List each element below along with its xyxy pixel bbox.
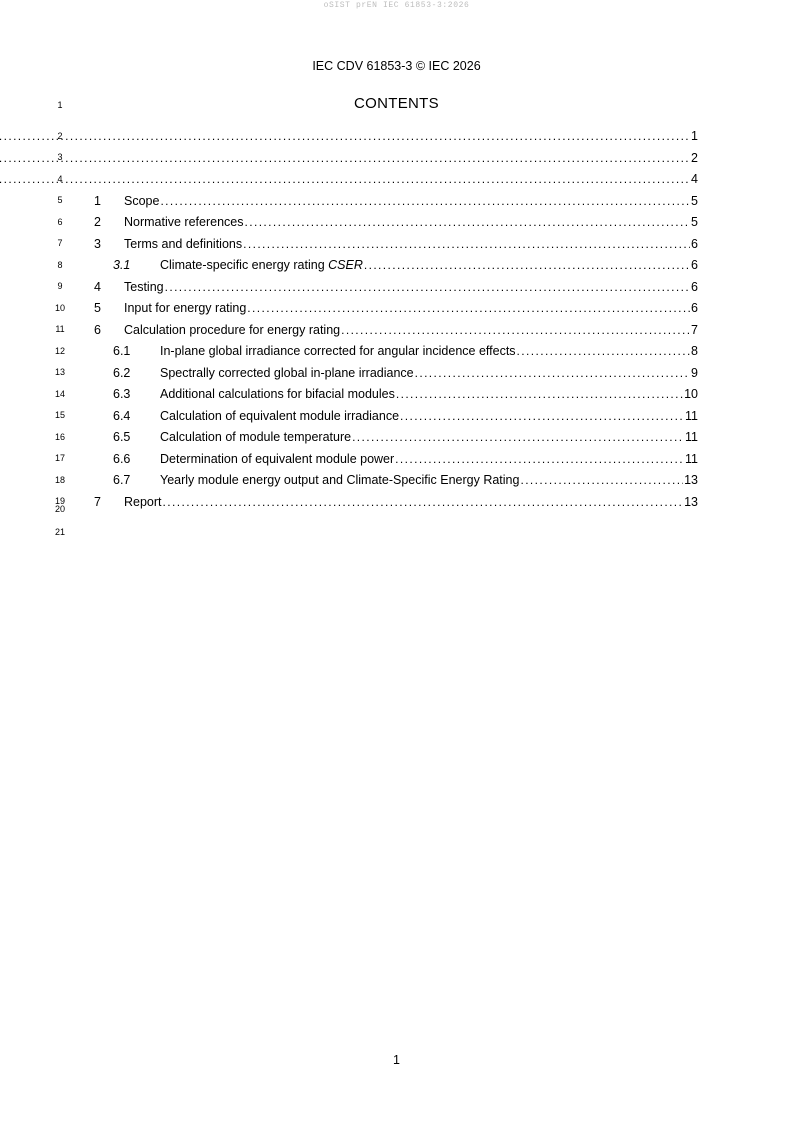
toc-entry-number: 3 <box>94 236 101 251</box>
toc-entry[interactable] <box>50 254 698 276</box>
toc-entry-content <box>94 492 698 512</box>
toc-entry-page: 4 <box>691 172 698 186</box>
toc-entry[interactable] <box>50 362 698 384</box>
toc-entry-content <box>94 320 698 340</box>
toc-entry[interactable] <box>50 491 698 513</box>
toc-dot-leader <box>517 341 691 361</box>
toc-entry[interactable] <box>50 297 698 319</box>
toc-dot-leader <box>0 126 690 146</box>
toc-entry-number: 4 <box>94 279 101 294</box>
toc-entry[interactable] <box>50 405 698 427</box>
toc-entry-page: 13 <box>684 494 698 509</box>
toc-entry-page: 8 <box>691 344 698 358</box>
toc-entry-title-wrap <box>124 320 340 340</box>
toc-entry-content <box>94 277 698 297</box>
toc-entry-title: In-plane global irradiance corrected for angular incidence effects <box>160 344 516 358</box>
toc-dot-leader <box>415 363 690 383</box>
line-number: 12 <box>54 345 65 356</box>
line-number: 3 <box>57 152 63 162</box>
line-number: 18 <box>54 474 65 485</box>
toc-entry-number: 6.5 <box>113 430 131 444</box>
toc-entry[interactable] <box>50 340 698 362</box>
toc-entry-content <box>113 384 698 404</box>
toc-entry-number: 6.7 <box>113 473 131 487</box>
table-of-contents <box>50 125 698 512</box>
line-number: 21 <box>54 527 65 537</box>
toc-entry-page: 11 <box>685 430 698 444</box>
toc-entry-content <box>113 341 698 361</box>
toc-entry-title-wrap <box>124 492 162 512</box>
toc-entry-title-wrap <box>124 277 164 297</box>
toc-entry[interactable] <box>50 319 698 341</box>
line-number: 8 <box>57 259 63 270</box>
toc-entry-title-wrap <box>160 341 516 361</box>
toc-entry[interactable] <box>50 383 698 405</box>
document-header: IEC CDV 61853-3 © IEC 2026 <box>312 59 481 73</box>
toc-entry-content <box>113 363 698 383</box>
toc-dot-leader <box>165 277 690 297</box>
toc-entry-content <box>113 406 698 426</box>
toc-entry-page: 1 <box>691 129 698 143</box>
toc-entry-content <box>94 212 698 232</box>
toc-entry-content <box>0 126 698 146</box>
toc-dot-leader <box>245 212 691 232</box>
toc-entry-title-wrap <box>160 427 351 447</box>
toc-entry-content <box>0 148 698 168</box>
line-number: 19 <box>54 496 65 506</box>
toc-entry-page: 5 <box>691 193 698 208</box>
toc-entry-title: Determination of equivalent module power <box>160 451 395 466</box>
toc-entry-number: 6.3 <box>113 387 131 401</box>
toc-entry[interactable] <box>50 147 698 169</box>
line-number: 1 <box>57 100 63 110</box>
line-number: 4 <box>57 173 63 184</box>
toc-entry-number: 5 <box>94 301 101 315</box>
toc-dot-leader <box>163 492 684 512</box>
toc-entry[interactable] <box>50 125 698 147</box>
toc-entry-title-wrap <box>160 470 519 490</box>
line-number: 10 <box>54 302 65 313</box>
line-number: 7 <box>57 238 63 248</box>
line-number: 2 <box>57 130 63 141</box>
toc-entry-title: Testing <box>124 279 164 294</box>
toc-entry-title-wrap <box>160 363 414 383</box>
toc-entry-page: 5 <box>691 215 698 229</box>
toc-dot-leader <box>0 148 690 168</box>
toc-dot-leader <box>160 191 690 211</box>
line-number: 13 <box>54 367 65 377</box>
toc-entry-page: 7 <box>691 322 698 337</box>
line-number: 16 <box>54 431 65 442</box>
toc-dot-leader <box>396 384 683 404</box>
toc-entry-number: 6.4 <box>113 408 131 423</box>
line-number: 20 <box>54 504 65 514</box>
toc-entry-content <box>94 191 698 211</box>
toc-dot-leader <box>247 298 690 318</box>
toc-entry-title: Additional calculations for bifacial modules <box>160 387 395 401</box>
toc-entry[interactable] <box>50 469 698 491</box>
toc-entry-number: 2 <box>94 215 101 229</box>
toc-entry[interactable] <box>50 276 698 298</box>
toc-entry-content <box>113 449 698 469</box>
toc-entry[interactable] <box>50 448 698 470</box>
toc-entry-number: 6.6 <box>113 451 131 466</box>
toc-entry-title: Calculation of equivalent module irradiance <box>160 408 400 423</box>
line-number: 11 <box>55 324 65 334</box>
toc-entry[interactable] <box>50 190 698 212</box>
line-number: 9 <box>57 281 63 291</box>
toc-entry-title-wrap <box>124 212 244 232</box>
toc-entry-title: Yearly module energy output and Climate-Specific Energy Rating <box>160 473 520 487</box>
toc-entry-title: Calculation of module temperature <box>160 430 352 444</box>
toc-entry-content <box>0 169 698 189</box>
line-number: 17 <box>54 453 65 463</box>
toc-entry-title: Calculation procedure for energy rating <box>124 322 341 337</box>
toc-entry-content <box>94 298 698 318</box>
toc-entry-title: Spectrally corrected global in-plane irradiance <box>160 365 414 380</box>
toc-entry-title: Report <box>124 494 162 509</box>
toc-dot-leader <box>243 234 690 254</box>
toc-dot-leader <box>341 320 690 340</box>
toc-entry-title-wrap <box>124 298 246 318</box>
toc-entry-number: 1 <box>94 193 101 208</box>
toc-entry-content <box>113 427 698 447</box>
toc-entry-page: 9 <box>691 365 698 380</box>
toc-entry-page: 6 <box>691 236 698 251</box>
toc-entry-number: 6 <box>94 322 101 337</box>
toc-entry-page: 13 <box>684 473 698 487</box>
toc-entry-number: 3.1 <box>113 258 131 272</box>
toc-entry-title-wrap <box>124 234 242 254</box>
contents-title: CONTENTS <box>354 95 439 112</box>
toc-entry-page: 11 <box>685 451 698 466</box>
toc-entry-page: 6 <box>691 301 698 315</box>
toc-entry-title: Normative references <box>124 215 244 229</box>
toc-entry-page: 11 <box>685 408 698 423</box>
toc-dot-leader <box>0 169 690 189</box>
toc-entry-title-wrap <box>160 384 395 404</box>
toc-entry[interactable] <box>50 426 698 448</box>
toc-entry[interactable] <box>50 233 698 255</box>
toc-dot-leader <box>520 470 683 490</box>
toc-entry-title-wrap <box>160 406 399 426</box>
toc-entry-number: 7 <box>94 494 101 509</box>
toc-entry-title-italic: CSER <box>328 258 363 272</box>
toc-entry-title-wrap <box>160 449 394 469</box>
toc-dot-leader <box>364 255 690 275</box>
toc-entry-content <box>113 470 698 490</box>
toc-entry[interactable] <box>50 211 698 233</box>
toc-entry-title: Terms and definitions <box>124 236 243 251</box>
line-number: 14 <box>54 388 65 399</box>
toc-dot-leader <box>400 406 684 426</box>
toc-dot-leader <box>395 449 684 469</box>
toc-entry-title: Input for energy rating <box>124 301 247 315</box>
page-number: 1 <box>393 1053 400 1067</box>
line-number: 6 <box>57 216 63 227</box>
toc-dot-leader <box>352 427 684 447</box>
toc-entry-content <box>113 255 698 275</box>
toc-entry-page: 6 <box>691 258 698 272</box>
toc-entry-title-wrap <box>124 191 159 211</box>
toc-entry-page: 10 <box>684 387 698 401</box>
toc-entry-page: 6 <box>691 279 698 294</box>
line-number: 15 <box>54 410 65 420</box>
toc-entry-page: 2 <box>691 150 698 165</box>
watermark: oSIST prEN IEC 61853-3:2026 <box>323 1 470 10</box>
toc-entry-content <box>94 234 698 254</box>
toc-entry-title-wrap <box>160 255 363 275</box>
line-number: 5 <box>57 195 63 205</box>
toc-entry-title: Climate-specific energy rating <box>160 258 329 272</box>
toc-entry-number: 6.2 <box>113 365 131 380</box>
toc-entry-title: Scope <box>124 193 160 208</box>
toc-entry-number: 6.1 <box>113 344 131 358</box>
toc-entry[interactable] <box>50 168 698 190</box>
